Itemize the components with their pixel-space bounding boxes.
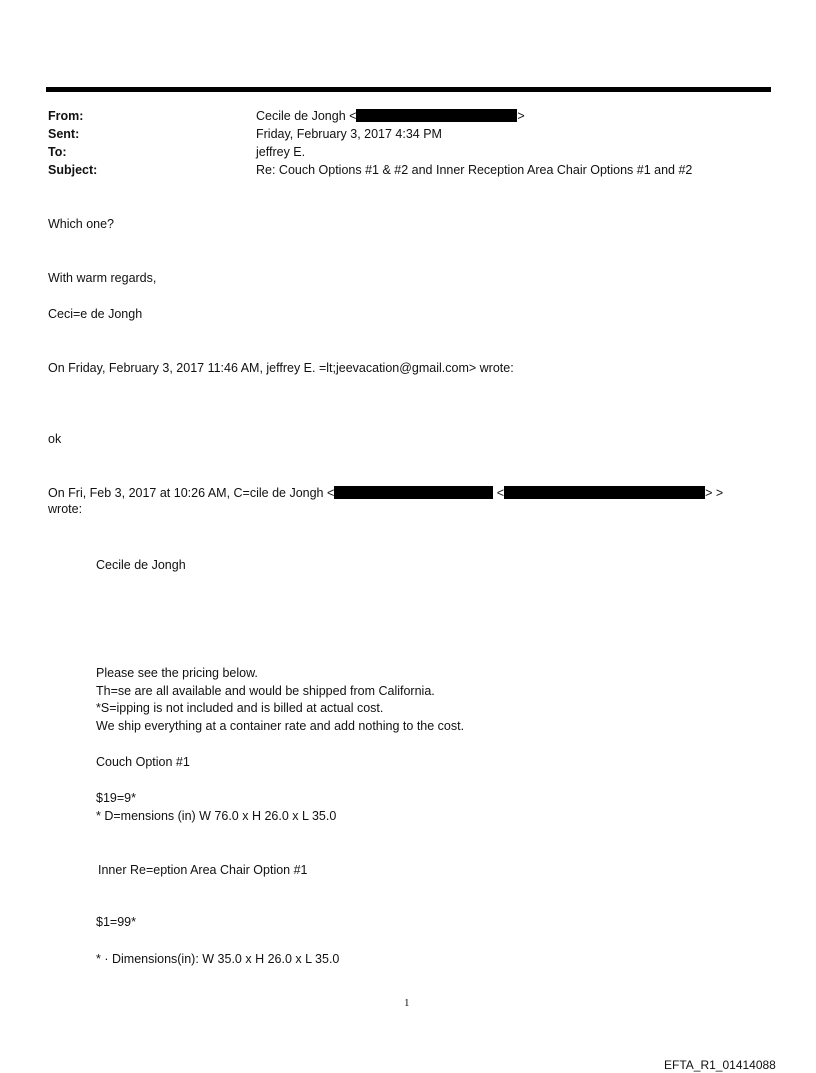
- from-close: >: [517, 109, 525, 123]
- subject-value: Re: Couch Options #1 & #2 and Inner Reception Area Chair Options #1 and #2: [256, 163, 693, 177]
- from-label: From:: [48, 109, 84, 123]
- page-number: 1: [404, 997, 410, 1009]
- pricing-line: Th=se are all available and would be shipped from California.: [96, 684, 435, 698]
- question-text: Which one?: [48, 217, 115, 231]
- couch-price: $19=9*: [96, 791, 136, 805]
- sent-label: Sent:: [48, 127, 80, 141]
- sent-value: Friday, February 3, 2017 4:34 PM: [256, 127, 442, 141]
- subject-label: Subject:: [48, 163, 98, 177]
- inner-name: Cecile de Jongh: [96, 558, 186, 572]
- quote1-header: On Friday, February 3, 2017 11:46 AM, jeffrey E. =lt;jeevacation@gmail.com> wrote:: [48, 361, 514, 375]
- from-name: Cecile de Jongh <: [256, 109, 357, 123]
- chair-price: $1=99*: [96, 915, 136, 929]
- couch-title: Couch Option #1: [96, 755, 190, 769]
- quote2-header: [48, 485, 723, 501]
- pricing-line: We ship everything at a container rate and add nothing to the cost.: [96, 719, 465, 733]
- pricing-line: *S=ipping is not included and is billed at actual cost.: [96, 701, 384, 715]
- chair-dims: * · Dimensions(in): W 35.0 x H 26.0 x L 35.0: [96, 952, 340, 966]
- redaction-box: [356, 109, 517, 122]
- quote2-mid: <: [496, 486, 505, 500]
- to-value: jeffrey E.: [256, 145, 306, 159]
- document-id: EFTA_R1_01414088: [664, 1058, 776, 1072]
- signature-text: Ceci=e de Jongh: [48, 307, 143, 321]
- quote2-wrote: wrote:: [48, 502, 83, 516]
- quote2-prefix: On Fri, Feb 3, 2017 at 10:26 AM, C=cile de Jongh <: [48, 486, 335, 500]
- chair-title: Inner Re=eption Area Chair Option #1: [98, 863, 308, 877]
- redaction-box: [504, 486, 705, 499]
- pricing-line: Please see the pricing below.: [96, 666, 258, 680]
- redaction-box: [334, 486, 493, 499]
- to-label: To:: [48, 145, 67, 159]
- header-rule: [46, 87, 771, 92]
- from-value: [256, 108, 525, 124]
- reply-ok: ok: [48, 432, 62, 446]
- couch-dims: * D=mensions (in) W 76.0 x H 26.0 x L 35.0: [96, 809, 337, 823]
- quote2-end: > >: [705, 486, 724, 500]
- regards-text: With warm regards,: [48, 271, 157, 285]
